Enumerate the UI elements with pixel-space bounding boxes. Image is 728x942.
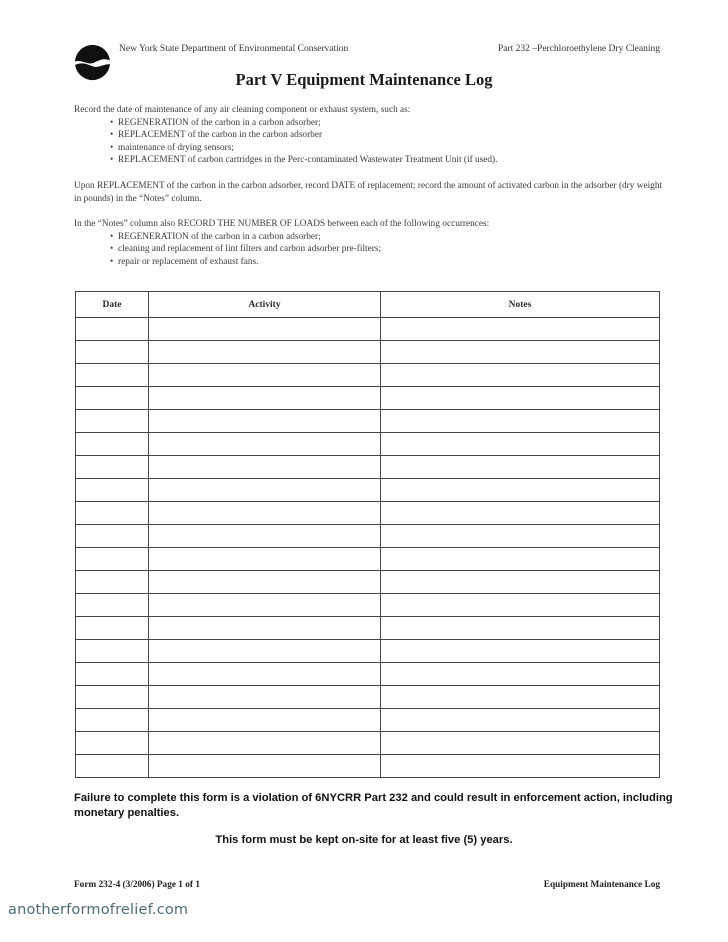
date-cell[interactable] (76, 686, 149, 709)
table-row (76, 663, 660, 686)
date-cell[interactable] (76, 663, 149, 686)
notes-cell[interactable] (381, 341, 660, 364)
date-cell[interactable] (76, 479, 149, 502)
table-row (76, 640, 660, 663)
column-header-activity: Activity (149, 292, 381, 318)
activity-cell[interactable] (149, 709, 381, 732)
table-row (76, 410, 660, 433)
table-row (76, 548, 660, 571)
occurrence-list (74, 231, 664, 269)
activity-cell[interactable] (149, 456, 381, 479)
date-cell[interactable] (76, 732, 149, 755)
notes-cell[interactable] (381, 548, 660, 571)
column-header-date: Date (76, 292, 149, 318)
maintenance-list (74, 117, 664, 167)
table-row (76, 502, 660, 525)
maintenance-instructions (74, 104, 664, 167)
activity-cell[interactable] (149, 755, 381, 778)
table-row (76, 456, 660, 479)
activity-cell[interactable] (149, 525, 381, 548)
activity-cell[interactable] (149, 433, 381, 456)
date-cell[interactable] (76, 433, 149, 456)
notes-cell[interactable] (381, 755, 660, 778)
activity-cell[interactable] (149, 318, 381, 341)
notes-cell[interactable] (381, 318, 660, 341)
date-cell[interactable] (76, 456, 149, 479)
activity-cell[interactable] (149, 548, 381, 571)
notes-cell[interactable] (381, 456, 660, 479)
activity-cell[interactable] (149, 479, 381, 502)
activity-cell[interactable] (149, 341, 381, 364)
activity-cell[interactable] (149, 594, 381, 617)
table-row (76, 709, 660, 732)
notes-cell[interactable] (381, 479, 660, 502)
activity-cell[interactable] (149, 364, 381, 387)
activity-cell[interactable] (149, 663, 381, 686)
list-item: • cleaning and replacement of lint filters and carbon adsorber pre-filters; (118, 243, 664, 256)
date-cell[interactable] (76, 755, 149, 778)
replacement-note: Upon REPLACEMENT of the carbon in the carbon adsorber, record DATE of replacement; record the amount of activated carbon in the adsorber (dry weight in pounds) in the “Notes” column. (74, 181, 663, 204)
notes-lead: In the “Notes” column also RECORD THE NUMBER OF LOADS between each of the following occurrences: (74, 219, 490, 229)
notes-cell[interactable] (381, 617, 660, 640)
activity-cell[interactable] (149, 640, 381, 663)
table-row (76, 318, 660, 341)
date-cell[interactable] (76, 318, 149, 341)
page-title: Part V Equipment Maintenance Log (235, 70, 493, 89)
date-cell[interactable] (76, 502, 149, 525)
notes-instructions (74, 218, 664, 268)
log-table-body (76, 318, 660, 778)
date-cell[interactable] (76, 410, 149, 433)
notes-cell[interactable] (381, 525, 660, 548)
date-cell[interactable] (76, 525, 149, 548)
table-row (76, 479, 660, 502)
notes-cell[interactable] (381, 502, 660, 525)
date-cell[interactable] (76, 709, 149, 732)
activity-cell[interactable] (149, 502, 381, 525)
notes-cell[interactable] (381, 410, 660, 433)
watermark (0, 898, 212, 926)
activity-cell[interactable] (149, 617, 381, 640)
form-id: Form 232-4 (3/2006) Page 1 of 1 (74, 880, 200, 890)
maintenance-log-table (75, 291, 660, 778)
replacement-instructions (74, 180, 664, 205)
date-cell[interactable] (76, 640, 149, 663)
activity-cell[interactable] (149, 571, 381, 594)
activity-cell[interactable] (149, 410, 381, 433)
retention-notice: This form must be kept on-site for at least five (5) years. (215, 834, 513, 846)
date-cell[interactable] (76, 341, 149, 364)
list-item: • repair or replacement of exhaust fans. (118, 256, 664, 269)
date-cell[interactable] (76, 548, 149, 571)
watermark-text: anotherformofrelief.com (8, 902, 189, 918)
agency-name: New York State Department of Environmental Conservation (119, 44, 349, 54)
notes-cell[interactable] (381, 571, 660, 594)
date-cell[interactable] (76, 364, 149, 387)
column-header-notes: Notes (381, 292, 660, 318)
list-item: • maintenance of drying sensors; (118, 142, 664, 155)
notes-cell[interactable] (381, 364, 660, 387)
table-row (76, 525, 660, 548)
notes-cell[interactable] (381, 663, 660, 686)
list-item: • REGENERATION of the carbon in a carbon adsorber; (118, 231, 664, 244)
notes-cell[interactable] (381, 686, 660, 709)
notes-cell[interactable] (381, 387, 660, 410)
table-row (76, 732, 660, 755)
date-cell[interactable] (76, 571, 149, 594)
table-row (76, 594, 660, 617)
form-name: Equipment Maintenance Log (543, 880, 660, 890)
activity-cell[interactable] (149, 387, 381, 410)
notes-cell[interactable] (381, 433, 660, 456)
table-row (76, 686, 660, 709)
date-cell[interactable] (76, 594, 149, 617)
notes-cell[interactable] (381, 594, 660, 617)
list-item: • REPLACEMENT of the carbon in the carbon adsorber (118, 129, 664, 142)
table-row (76, 571, 660, 594)
table-row (76, 617, 660, 640)
violation-warning: Failure to complete this form is a violation of 6NYCRR Part 232 and could result in enforcement action, including monetary penalties. (74, 792, 673, 819)
date-cell[interactable] (76, 387, 149, 410)
date-cell[interactable] (76, 617, 149, 640)
table-row (76, 341, 660, 364)
table-header-row (76, 292, 660, 318)
activity-cell[interactable] (149, 686, 381, 709)
notes-cell[interactable] (381, 640, 660, 663)
list-item: • REGENERATION of the carbon in a carbon adsorber; (118, 117, 664, 130)
table-row (76, 364, 660, 387)
activity-cell[interactable] (149, 732, 381, 755)
notes-cell[interactable] (381, 709, 660, 732)
notes-cell[interactable] (381, 732, 660, 755)
instructions-lead: Record the date of maintenance of any air cleaning component or exhaust system, such as: (74, 105, 411, 115)
list-item: • REPLACEMENT of carbon cartridges in the Perc-contaminated Wastewater Treatment Unit (if used). (118, 154, 664, 167)
regulation-reference: Part 232 –Perchloroethylene Dry Cleaning (498, 44, 660, 54)
table-row (76, 433, 660, 456)
table-row (76, 387, 660, 410)
table-row (76, 755, 660, 778)
